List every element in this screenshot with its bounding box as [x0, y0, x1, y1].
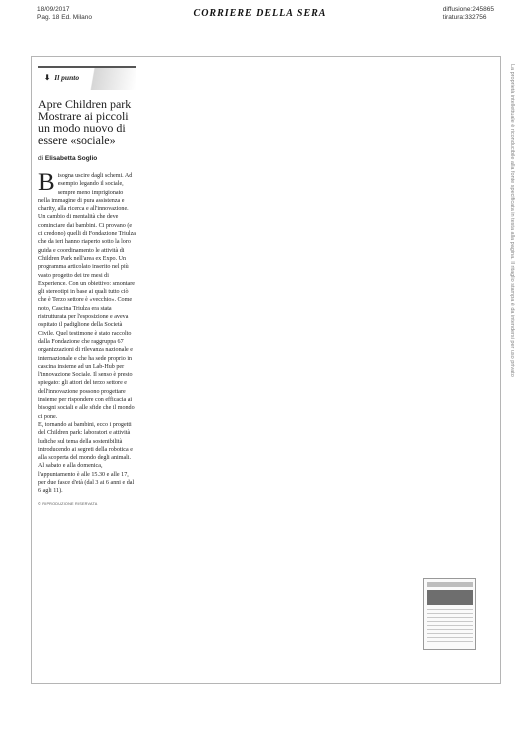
header-meta-left [37, 6, 92, 22]
body-paragraph-2: E, tornando ai bambini, ecco i progetti del Children park: laboratori e attività ludiche sul tema della sostenibilità introducendo ai segreti della robotica e alla scoperta del mondo degli animali. Al sabato e alla domenica, l'appuntamento è alle 15.30 e alle 17, per due fasce d'età (dal 3 ai 6 anni e dal 6 agli 11). [38, 421, 135, 495]
copyright-side-note: La proprietà intellettuale è riconducibile alla fonte specificata in testa alla pagina. Il ritaglio stampa è da intendersi per uso privato [509, 64, 515, 377]
thumbnail-text-line [427, 641, 473, 642]
thumbnail-photo [427, 590, 473, 605]
header-meta-right [443, 6, 494, 22]
down-arrow-icon: ⬇ [44, 73, 51, 82]
thumbnail-text-line [427, 609, 473, 610]
byline-prefix: di [38, 155, 44, 162]
article-headline: Apre Children park Mostrare ai piccoli un modo nuovo di essere «sociale» [38, 97, 132, 147]
byline [38, 155, 136, 162]
body-paragraph-1: isogna uscire dagli schemi. Ad esempio legando il sociale, sempre meno imprigionato nella immagine di pura assistenza e charity, alla ricerca e all'innovazione. Un cambio di mentalità che deve cominciare dai bambini. Ci provano (e ci credono) quelli di Fondazione Triulza che da ieri hanno riaperto sotto la loro guida e coordinamento le attività di Children Park nell'area ex Expo. Un programma articolato inserito nel più vasto progetto dei tre mesi di Experience. Con un obiettivo: smontare gli stereotipi in base ai quali tutto ciò che è Terzo settore è «vecchio». Come noto, Cascina Triulza era stata ristrutturata per l'esposizione e aveva ospitato il padiglione della Società Civile. Quel testimone è stato raccolto dalla Fondazione che raggruppa 67 organizzazioni di rilevanza nazionale e internazionale e che ha sede proprio in cascina insieme ad un Lab-Hub per l'innovazione Sociale. Il senso è presto spiegato: gli attori del terzo settore e dell'innovazione possono progettare insieme per rispondere con efficacia ai bisogni sociali e alle sfide che il mondo ci pone. [38, 173, 136, 420]
thumbnail-text-line [427, 625, 473, 626]
thumbnail-text-line [427, 629, 473, 630]
reproduction-notice: © RIPRODUZIONE RISERVATA [38, 501, 98, 506]
page-edition [37, 14, 92, 22]
article-column [38, 62, 136, 506]
byline-author: Elisabetta Soglio [44, 155, 98, 162]
thumbnail-text-line [427, 613, 473, 614]
edition-label: Ed. Milano [61, 14, 92, 21]
thumbnail-text-line [427, 633, 473, 634]
tiratura: tiratura:332756 [442, 14, 487, 21]
thumbnail-text-line [427, 617, 473, 618]
article-body [38, 169, 136, 496]
masthead: CORRIERE DELLA SERA [193, 8, 327, 19]
page-label: Pag. 18 [37, 14, 60, 21]
diffusione: diffusione:245865 [442, 6, 494, 13]
thumbnail-header [427, 582, 473, 587]
thumbnail-text-line [427, 621, 473, 622]
page-thumbnail [423, 578, 476, 650]
rubric-bar [38, 66, 136, 90]
rubric-label: Il punto [54, 73, 80, 82]
drop-cap: B [38, 169, 55, 196]
issue-date: 18/09/2017 [37, 6, 70, 13]
thumbnail-text-line [427, 637, 473, 638]
